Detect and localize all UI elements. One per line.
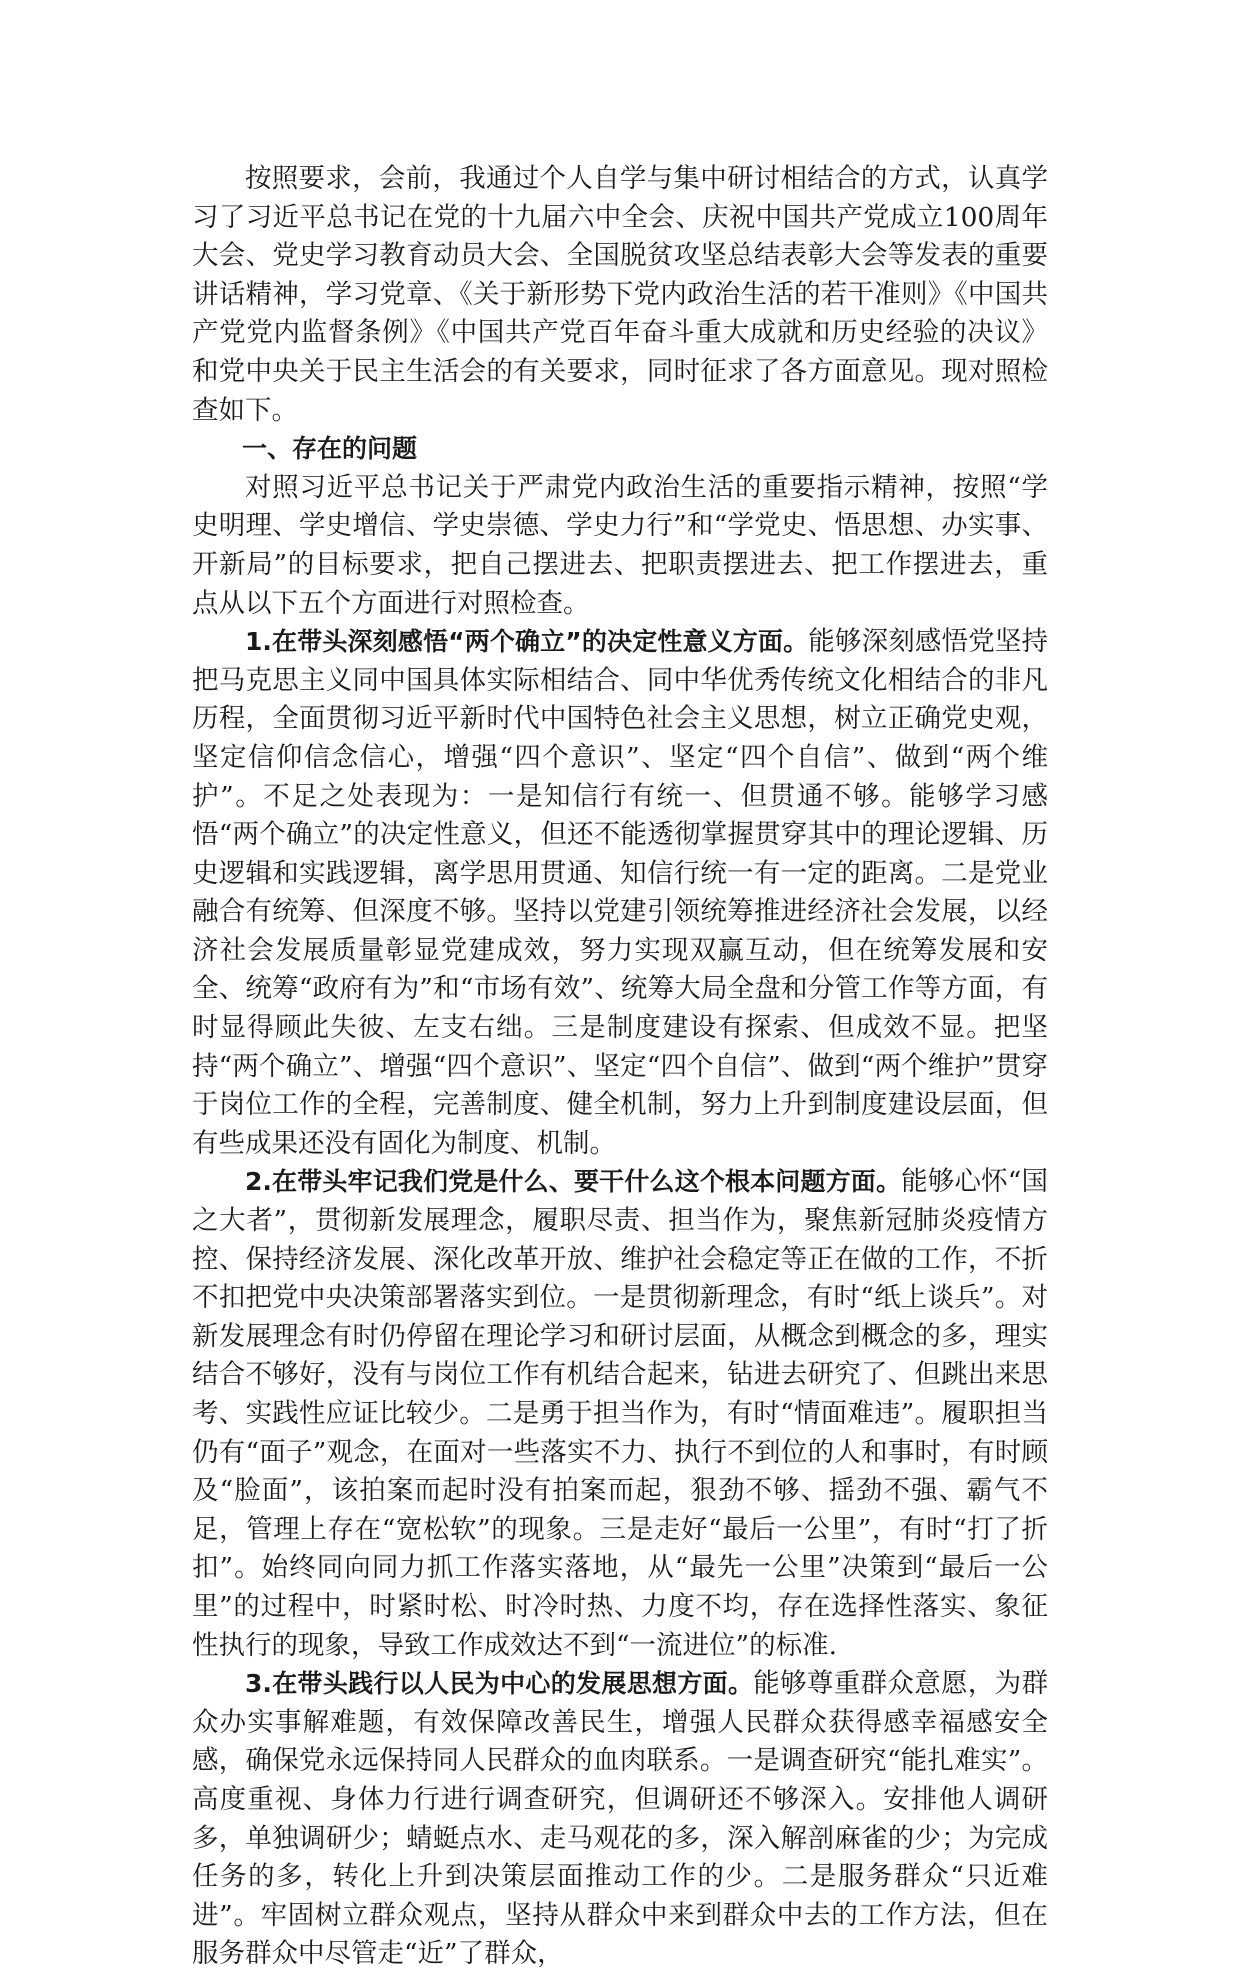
intro-paragraph: 按照要求，会前，我通过个人自学与集中研讨相结合的方式，认真学习了习近平总书记在党的十九届六中全会、庆祝中国共产党成立100周年大会、党史学习教育动员大会、全国脱贫攻坚总结表彰大会等发表的重要讲话精神，学习党章、《关于新形势下党内政治生活的若干准则》《中国共产党党内监督条例》《中国共产党百年奋斗重大成就和历史经验的决议》和党中央关于民主生活会的有关要求，同时征求了各方面意见。现对照检查如下。 [192, 163, 1048, 426]
item-body-1: 能够深刻感悟党坚持把马克思主义同中国具体实际相结合、同中华优秀传统文化相结合的非凡历程，全面贯彻习近平新时代中国特色社会主义思想，树立正确党史观，坚定信仰信念信心，增强“四个意识”、坚定“四个自信”、做到“两个维护”。不足之处表现为：一是知信行有统一、但贯通不够。能够学习感悟“两个确立”的决定性意义，但还不能透彻掌握贯穿其中的理论逻辑、历史逻辑和实践逻辑，离学思用贯通、知信行统一有一定的距离。二是党业融合有统筹、但深度不够。坚持以党建引领统筹推进经济社会发展，以经济社会发展质量彰显党建成效，努力实现双赢互动，但在统筹发展和安全、统筹“政府有为”和“市场有效”、统筹大局全盘和分管工作等方面，有时显得顾此失彼、左支右绌。三是制度建设有探索、但成效不显。把坚持“两个确立”、增强“四个意识”、坚定“四个自信”、做到“两个维护”贯穿于岗位工作的全程，完善制度、健全机制，努力上升到制度建设层面，但有些成果还没有固化为制度、机制。 [192, 626, 1049, 1159]
item-paragraph-2 [192, 1163, 1048, 1665]
document-page [192, 160, 1048, 1974]
item-body-2: 能够心怀“国之大者”，贯彻新发展理念，履职尽责、担当作为，聚焦新冠肺炎疫情方控、保持经济发展、深化改革开放、维护社会稳定等正在做的工作，不折不扣把党中央决策部署落实到位。一是贯彻新理念，有时“纸上谈兵”。对新发展理念有时仍停留在理论学习和研讨层面，从概念到概念的多，理实结合不够好，没有与岗位工作有机结合起来，钻进去研究了、但跳出来思考、实践性应证比较少。二是勇于担当作为，有时“情面难违”。履职担当仍有“面子”观念，在面对一些落实不力、执行不到位的人和事时，有时顾及“脸面”，该拍案而起时没有拍案而起，狠劲不够、揺劲不强、霸气不足，管理上存在“宽松软”的现象。三是走好“最后一公里”，有时“打了折扣”。始终同向同力抓工作落实落地，从“最先一公里”决策到“最后一公里”的过程中，时紧时松、时冷时热、力度不均，存在选择性落实、象征性执行的现象，导致工作成效达不到“一流进位”的标准. [192, 1166, 1048, 1661]
item-body-3: 能够尊重群众意愿，为群众办实事解难题，有效保障改善民生，增强人民群众获得感幸福感安全感，确保党永远保持同人民群众的血肉联系。一是调查研究“能扎难实”。高度重视、身体力行进行调查研究，但调研还不够深入。安排他人调研多，单独调研少；蜻蜓点水、走马观花的多，深入解剖麻雀的少；为完成任务的多，转化上升到决策层面推动工作的少。二是服务群众“只近难进”。牢固树立群众观点，坚持从群众中来到群众中去的工作方法，但在服务群众中尽管走“近”了群众， [192, 1668, 1048, 1970]
item-lead-3: 3.在带头践行以人民为中心的发展思想方面。 [245, 1669, 754, 1699]
item-paragraph-3 [192, 1665, 1048, 1974]
item-lead-2: 2.在带头牢记我们党是什么、要干什么这个根本问题方面。 [245, 1167, 902, 1197]
section-heading-problems: 一、存在的问题 [242, 434, 418, 464]
section-intro-paragraph: 对照习近平总书记关于严肃党内政治生活的重要指示精神，按照“学史明理、学史增信、学史崇德、学史力行”和“学党史、悟思想、办实事、开新局”的目标要求，把自己摆进去、把职责摆进去、把工作摆进去，重点从以下五个方面进行对照检查。 [192, 471, 1048, 619]
item-lead-1: 1.在带头深刻感悟“两个确立”的决定性意义方面。 [245, 627, 809, 657]
item-paragraph-1 [192, 623, 1048, 1163]
